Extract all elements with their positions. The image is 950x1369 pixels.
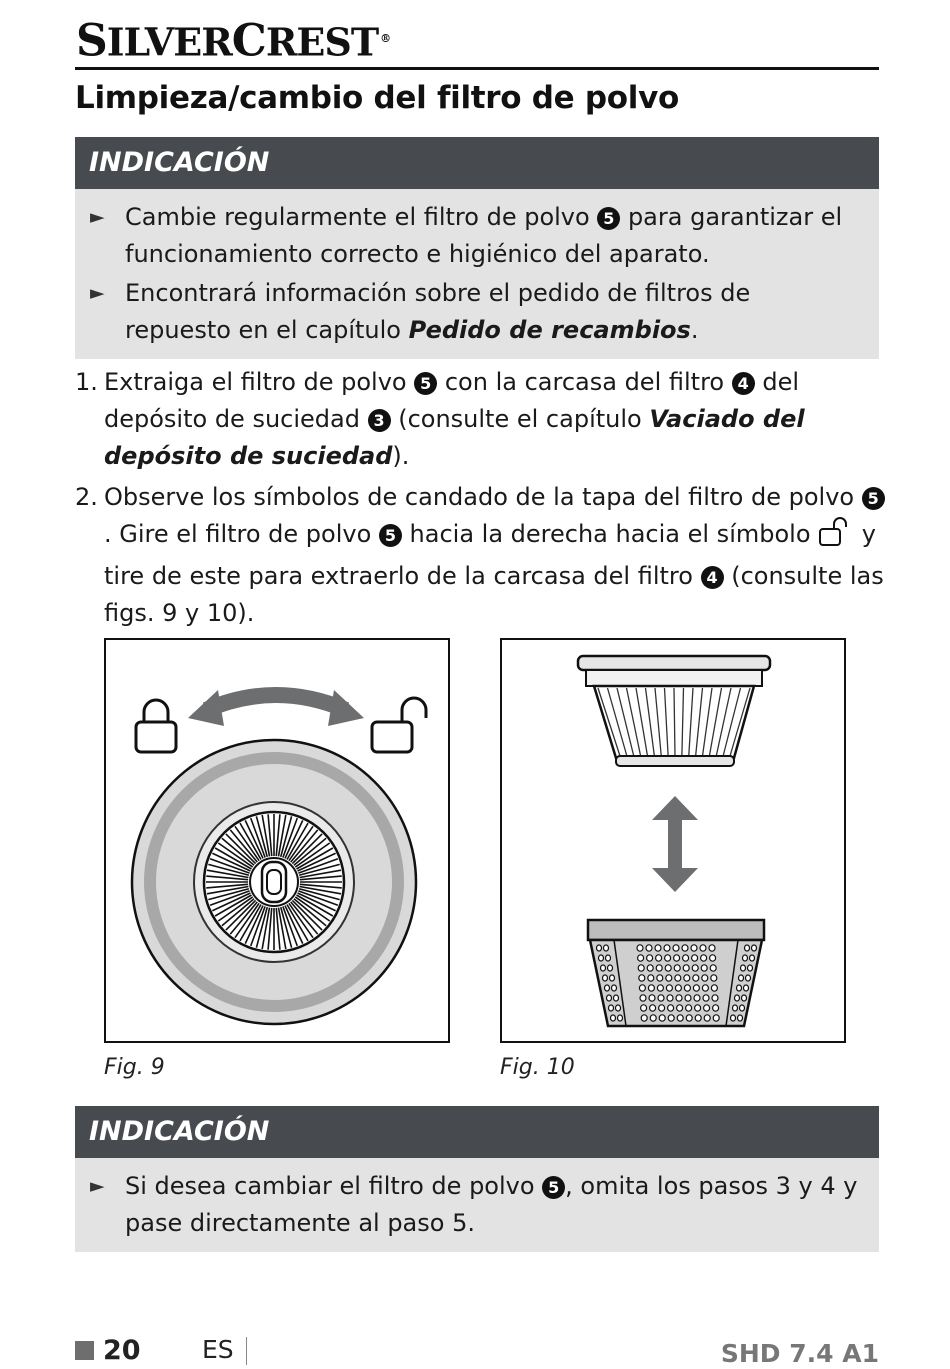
rotate-arrow-icon	[188, 690, 364, 726]
filter-rotation-illustration	[106, 640, 448, 1041]
housing-hole	[677, 1005, 683, 1011]
housing-hole	[638, 965, 644, 971]
housing-hole	[637, 945, 643, 951]
brand-text: REST	[265, 19, 379, 65]
housing-hole	[640, 995, 646, 1001]
housing-hole	[713, 1015, 719, 1021]
housing-hole	[647, 965, 653, 971]
filter-separation-illustration	[502, 640, 844, 1041]
brand-letter: C	[231, 15, 266, 67]
housing-hole	[655, 945, 661, 951]
bullet-text	[125, 199, 859, 273]
housing-hole	[599, 955, 604, 961]
number-circle-icon: 4	[701, 566, 724, 589]
step-text	[104, 479, 885, 632]
housing-hole	[656, 955, 662, 961]
housing-hole	[601, 965, 606, 971]
housing-hole	[745, 945, 750, 951]
housing-hole	[647, 955, 653, 961]
housing-hole	[750, 955, 755, 961]
page-number: 20	[103, 1335, 141, 1366]
housing-hole	[740, 1005, 745, 1011]
vertical-double-arrow-icon	[652, 796, 698, 892]
housing-hole	[684, 975, 690, 981]
housing-hole	[666, 975, 672, 981]
note-body	[75, 189, 879, 359]
housing-hole	[695, 1005, 701, 1011]
number-circle-icon: 5	[379, 524, 402, 547]
housing-hole	[639, 975, 645, 981]
housing-hole	[612, 985, 617, 991]
housing-hole	[666, 985, 672, 991]
housing-hole	[614, 995, 619, 1001]
page-title: Limpieza/cambio del filtro de polvo	[75, 80, 680, 116]
housing-hole	[683, 965, 689, 971]
housing-hole	[639, 985, 645, 991]
text-run: .	[690, 316, 699, 344]
housing-hole	[692, 955, 698, 961]
step-item	[75, 364, 885, 475]
housing-hole	[604, 945, 609, 951]
housing-hole	[605, 985, 610, 991]
note-body	[75, 1158, 879, 1252]
housing-hole	[685, 995, 691, 1001]
brand-letter: S	[76, 15, 107, 67]
housing-hole	[684, 985, 690, 991]
housing-hole	[649, 995, 655, 1001]
housing-hole	[657, 985, 663, 991]
text-run: (consulte el capítulo	[390, 405, 650, 433]
housing-hole	[702, 985, 708, 991]
housing-hole	[686, 1015, 692, 1021]
unlocked-padlock-icon	[372, 698, 426, 752]
housing-hole	[711, 985, 717, 991]
housing-hole	[733, 1005, 738, 1011]
housing-hole	[616, 1005, 621, 1011]
step-text	[104, 364, 885, 475]
text-run: Si desea cambiar el filtro de polvo	[125, 1172, 543, 1200]
filter-disc	[132, 740, 416, 1024]
housing-hole	[610, 975, 615, 981]
housing-hole	[693, 985, 699, 991]
housing-hole	[744, 985, 749, 991]
number-circle-icon: 4	[732, 372, 755, 395]
housing-hole	[641, 1005, 647, 1011]
housing-hole	[682, 945, 688, 951]
housing-hole	[691, 945, 697, 951]
housing-hole	[709, 945, 715, 951]
housing-hole	[737, 985, 742, 991]
bullet-text	[125, 275, 859, 349]
housing-hole	[741, 965, 746, 971]
note-box	[75, 1106, 879, 1252]
housing-hole	[664, 945, 670, 951]
housing-hole	[703, 995, 709, 1001]
housing-hole	[650, 1005, 656, 1011]
step-list	[75, 364, 885, 636]
text-run: Observe los símbolos de candado de la tapa del filtro de polvo	[104, 483, 862, 511]
housing-hole	[713, 1005, 719, 1011]
text-run: ).	[392, 442, 410, 470]
housing-hole	[735, 995, 740, 1001]
housing-hole	[710, 965, 716, 971]
chapter-reference: Pedido de recambios	[408, 316, 691, 344]
text-run: hacia la derecha hacia el símbolo	[401, 520, 819, 548]
housing-hole	[668, 1015, 674, 1021]
housing-hole	[658, 995, 664, 1001]
arrow-bullet-icon: ►	[90, 206, 105, 228]
housing-hole	[607, 995, 612, 1001]
text-run: Extraiga el filtro de polvo	[104, 368, 415, 396]
dust-filter	[578, 656, 770, 766]
housing-hole	[646, 945, 652, 951]
figure-9-caption: Fig. 9	[104, 1055, 165, 1080]
brand-text: ILVER	[106, 19, 232, 65]
housing-hole	[738, 1015, 743, 1021]
number-circle-icon: 5	[414, 372, 437, 395]
number-circle-icon: 5	[542, 1176, 565, 1199]
text-run: y tire de este para extraerlo de la carcasa del filtro	[104, 520, 876, 590]
note-bullet	[87, 1168, 859, 1242]
housing-hole	[742, 995, 747, 1001]
housing-hole	[746, 975, 751, 981]
housing-hole	[695, 1015, 701, 1021]
housing-hole	[675, 975, 681, 981]
housing-hole	[611, 1015, 616, 1021]
housing-hole	[656, 965, 662, 971]
housing-hole	[667, 995, 673, 1001]
housing-hole	[748, 965, 753, 971]
note-box	[75, 137, 879, 359]
housing-hole	[659, 1005, 665, 1011]
locked-padlock-icon	[136, 700, 176, 752]
text-run: Encontrará información sobre el pedido de filtros de repuesto en el capítulo	[125, 279, 751, 344]
note-bullet	[87, 199, 859, 273]
text-run: del depósito de suciedad	[104, 368, 800, 433]
header-rule	[75, 67, 879, 70]
registered-mark: ®	[380, 32, 391, 45]
housing-hole	[701, 965, 707, 971]
housing-hole	[711, 975, 717, 981]
number-circle-icon: 5	[862, 487, 885, 510]
housing-hole	[606, 955, 611, 961]
figure-10	[500, 638, 846, 1043]
housing-hole	[693, 975, 699, 981]
housing-hole	[648, 985, 654, 991]
housing-hole	[694, 995, 700, 1001]
brand-logo	[76, 14, 391, 67]
figure-9	[104, 638, 450, 1043]
housing-hole	[692, 965, 698, 971]
housing-hole	[704, 1015, 710, 1021]
housing-hole	[659, 1015, 665, 1021]
housing-hole	[608, 965, 613, 971]
chapter-reference: Vaciado del depósito de suciedad	[104, 405, 805, 470]
number-circle-icon: 3	[368, 409, 391, 432]
housing-hole	[731, 1015, 736, 1021]
housing-hole	[675, 985, 681, 991]
housing-hole	[603, 975, 608, 981]
housing-hole	[641, 1015, 647, 1021]
footer-divider	[246, 1337, 247, 1365]
figure-10-caption: Fig. 10	[500, 1055, 575, 1080]
housing-hole	[700, 945, 706, 951]
housing-hole	[686, 1005, 692, 1011]
housing-hole	[668, 1005, 674, 1011]
model-number: SHD 7.4 A1	[720, 1339, 879, 1368]
note-heading: INDICACIÓN	[75, 137, 879, 189]
note-bullet	[87, 275, 859, 349]
housing-hole	[673, 945, 679, 951]
housing-hole	[739, 975, 744, 981]
text-run: , omita los pasos 3 y 4 y pase directamente al paso 5.	[125, 1172, 858, 1237]
housing-hole	[597, 945, 602, 951]
housing-hole	[752, 945, 757, 951]
unlocked-padlock-icon	[818, 517, 854, 558]
arrow-bullet-icon: ►	[90, 282, 105, 304]
text-run: Cambie regularmente el filtro de polvo	[125, 203, 598, 231]
arrow-bullet-icon: ►	[90, 1175, 105, 1197]
text-run: (consulte las figs. 9 y 10).	[104, 562, 884, 627]
housing-hole	[683, 955, 689, 961]
housing-hole	[618, 1015, 623, 1021]
text-run: con la carcasa del filtro	[437, 368, 732, 396]
housing-hole	[609, 1005, 614, 1011]
text-run: . Gire el filtro de polvo	[104, 520, 379, 548]
text-run: para garantizar el funcionamiento correcto e higiénico del aparato.	[125, 203, 843, 268]
step-number: 1.	[75, 368, 98, 396]
language-code: ES	[202, 1335, 234, 1364]
housing-hole	[676, 995, 682, 1001]
housing-hole	[665, 965, 671, 971]
step-item	[75, 479, 885, 632]
housing-hole	[648, 975, 654, 981]
page-footer	[75, 1335, 879, 1369]
step-number: 2.	[75, 483, 98, 511]
number-circle-icon: 5	[597, 207, 620, 230]
housing-hole	[701, 955, 707, 961]
page-marker-icon	[75, 1341, 94, 1360]
housing-hole	[710, 955, 716, 961]
housing-hole	[650, 1015, 656, 1021]
note-heading: INDICACIÓN	[75, 1106, 879, 1158]
housing-hole	[638, 955, 644, 961]
housing-hole	[674, 965, 680, 971]
housing-hole	[704, 1005, 710, 1011]
housing-hole	[702, 975, 708, 981]
housing-hole	[712, 995, 718, 1001]
bullet-text	[125, 1168, 859, 1242]
housing-hole	[657, 975, 663, 981]
housing-hole	[665, 955, 671, 961]
filter-housing	[588, 920, 764, 1026]
housing-hole	[674, 955, 680, 961]
housing-hole	[743, 955, 748, 961]
housing-hole	[677, 1015, 683, 1021]
